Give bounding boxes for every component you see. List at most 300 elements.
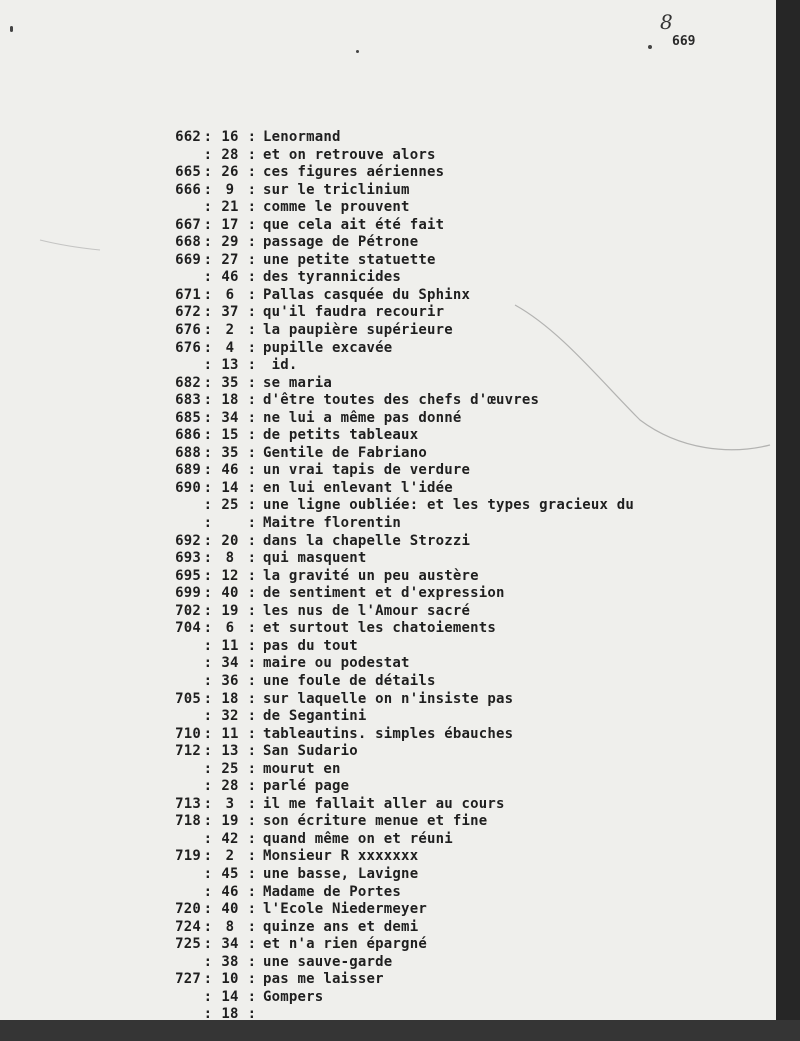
entry-text: Gompers [263,988,324,1005]
list-item [165,936,634,954]
list-item [165,848,634,866]
entry-page: 718 [175,813,201,830]
separator: : [247,602,257,619]
separator: : [247,936,257,953]
list-item [165,691,634,709]
entry-line: 18 [221,392,239,409]
list-item [165,620,634,638]
separator: : [203,637,213,654]
entry-text: des tyrannicides [263,269,402,286]
entry-page: 685 [175,409,201,426]
entry-text: ces figures aériennes [263,164,445,181]
separator: : [247,462,257,479]
separator: : [247,322,257,339]
separator: : [203,865,213,882]
list-item [165,287,634,305]
entry-page [165,708,201,726]
entry-text: une basse, Lavigne [263,865,419,882]
entry-page: 702 [175,602,201,619]
entry-line: 27 [221,251,239,268]
entry-text: Maitre florentin [263,515,402,532]
list-item [165,340,634,358]
separator: : [203,269,213,286]
list-item [165,357,634,375]
list-item [165,708,634,726]
entry-page: 705 [175,690,201,707]
separator: : [247,129,257,145]
entry-page: 669 [175,251,201,268]
entry-page [165,778,201,796]
entry-line: 18 [221,1006,239,1020]
separator: : [203,164,213,181]
entry-page [165,497,201,515]
list-item [165,813,634,831]
entry-page: 704 [175,620,201,637]
entry-line: 19 [221,602,239,619]
entry-page: 710 [175,725,201,742]
separator: : [247,251,257,268]
separator: : [203,444,213,461]
entry-text: mourut en [263,760,341,777]
entry-line: 13 [221,743,239,760]
separator: : [247,795,257,812]
separator: : [247,550,257,567]
entry-page [165,655,201,673]
separator: : [247,374,257,391]
entry-text: la paupière supérieure [263,322,453,339]
separator: : [247,971,257,988]
separator: : [203,550,213,567]
entry-text: passage de Pétrone [263,234,419,251]
entry-line: 42 [221,830,239,847]
separator: : [247,813,257,830]
entry-page: 665 [175,164,201,181]
separator: : [247,304,257,321]
separator: : [203,304,213,321]
separator: : [247,637,257,654]
list-item [165,796,634,814]
entry-line: 46 [221,462,239,479]
separator: : [203,322,213,339]
list-item [165,445,634,463]
entry-line: 38 [221,953,239,970]
entry-page: 727 [175,971,201,988]
separator: : [203,146,213,163]
separator: : [203,883,213,900]
list-item [165,497,634,515]
entry-line: 25 [221,760,239,777]
entry-line: 32 [221,708,239,725]
scan-border-bottom [0,1020,800,1041]
separator: : [247,743,257,760]
separator: : [203,708,213,725]
separator: : [247,883,257,900]
entry-page: 682 [175,374,201,391]
entry-line: 40 [221,585,239,602]
separator: : [203,1006,213,1020]
list-item [165,866,634,884]
entry-text: pas du tout [263,637,358,654]
separator: : [203,216,213,233]
entry-page: 725 [175,936,201,953]
entry-line: 29 [221,234,239,251]
entry-page [165,147,201,165]
list-item [165,761,634,779]
separator: : [203,953,213,970]
entry-text: sur laquelle on n'insiste pas [263,690,514,707]
list-item [165,638,634,656]
separator: : [247,988,257,1005]
separator: : [247,479,257,496]
list-item [165,129,634,147]
separator: : [247,585,257,602]
entry-page: 683 [175,392,201,409]
separator: : [247,234,257,251]
entry-line: 34 [221,409,239,426]
separator: : [203,655,213,672]
entry-line: 45 [221,865,239,882]
separator: : [203,795,213,812]
scan-border-right [776,0,800,1041]
entry-line: 12 [221,567,239,584]
entry-line: 8 [225,550,235,567]
entry-line: 46 [221,269,239,286]
entry-text: pas me laisser [263,971,384,988]
separator: : [203,392,213,409]
separator: : [203,620,213,637]
entry-text: id. [263,357,298,374]
list-item [165,515,634,533]
separator: : [203,251,213,268]
entry-text: parlé page [263,778,350,795]
separator: : [203,567,213,584]
separator: : [247,848,257,865]
separator: : [247,216,257,233]
entry-line: 2 [225,848,235,865]
list-item [165,304,634,322]
entry-page [165,199,201,217]
separator: : [247,497,257,514]
separator: : [203,602,213,619]
list-item [165,743,634,761]
page-number: 669 [672,34,696,49]
entry-page: 690 [175,479,201,496]
separator: : [247,708,257,725]
separator: : [203,901,213,918]
separator: : [203,760,213,777]
separator: : [203,830,213,847]
entry-page: 719 [175,848,201,865]
entry-text: et on retrouve alors [263,146,436,163]
list-item [165,252,634,270]
entry-page: 689 [175,462,201,479]
entry-page [165,357,201,375]
entry-line: 11 [221,637,239,654]
separator: : [203,374,213,391]
separator: : [203,743,213,760]
entry-line: 34 [221,936,239,953]
entry-line: 3 [225,795,235,812]
list-item [165,884,634,902]
separator: : [203,515,213,532]
list-item [165,673,634,691]
entry-text: son écriture menue et fine [263,813,488,830]
entry-text: San Sudario [263,743,358,760]
separator: : [203,357,213,374]
separator: : [203,129,213,145]
list-item [165,427,634,445]
entry-text: et surtout les chatoiements [263,620,496,637]
entry-page: 688 [175,444,201,461]
entry-page [165,515,201,533]
separator: : [247,901,257,918]
separator: : [247,532,257,549]
list-item [165,585,634,603]
list-item [165,269,634,287]
entry-page [165,1006,201,1020]
entry-text: une petite statuette [263,251,436,268]
entry-line: 13 [221,357,239,374]
entry-line: 21 [221,199,239,216]
ink-dot [648,45,652,49]
entry-text: un vrai tapis de verdure [263,462,471,479]
separator: : [247,409,257,426]
separator: : [203,778,213,795]
entry-page: 668 [175,234,201,251]
separator: : [203,427,213,444]
entry-line: 6 [225,286,235,303]
entry-line: 2 [225,322,235,339]
separator: : [247,1006,257,1020]
entry-line: 40 [221,901,239,918]
list-item [165,480,634,498]
entry-page: 693 [175,550,201,567]
entry-line: 4 [225,339,235,356]
separator: : [203,813,213,830]
separator: : [247,339,257,356]
entry-page: 692 [175,532,201,549]
separator: : [247,672,257,689]
entry-page [165,866,201,884]
list-item [165,392,634,410]
list-item [165,164,634,182]
entry-text: ne lui a même pas donné [263,409,462,426]
list-item [165,182,634,200]
entry-line: 14 [221,988,239,1005]
list-item [165,831,634,849]
separator: : [203,690,213,707]
entry-line: 15 [221,427,239,444]
list-item [165,778,634,796]
separator: : [203,725,213,742]
list-item [165,1006,634,1020]
entry-text: se maria [263,374,333,391]
list-item [165,655,634,673]
entry-text: Monsieur R xxxxxxx [263,848,419,865]
entry-page [165,989,201,1007]
entry-page: 667 [175,216,201,233]
entry-page: 713 [175,795,201,812]
separator: : [247,865,257,882]
entry-page [165,884,201,902]
entry-text: de petits tableaux [263,427,419,444]
entry-page: 666 [175,181,201,198]
separator: : [247,269,257,286]
list-item [165,199,634,217]
entry-text: une sauve-garde [263,953,393,970]
entry-text: dans la chapelle Strozzi [263,532,471,549]
entry-text: en lui enlevant l'idée [263,479,453,496]
separator: : [247,164,257,181]
entry-text: de Segantini [263,708,367,725]
entry-page [165,954,201,972]
entry-line: 34 [221,655,239,672]
entry-line: 19 [221,813,239,830]
entry-line [215,515,245,533]
entry-line: 14 [221,479,239,496]
list-item [165,217,634,235]
separator: : [203,988,213,1005]
entry-line: 20 [221,532,239,549]
separator: : [247,199,257,216]
list-item [165,462,634,480]
entry-page [165,761,201,779]
separator: : [203,918,213,935]
entry-text: une ligne oubliée: et les types gracieux du [263,497,635,514]
entry-line: 16 [221,129,239,145]
entry-text [259,1006,263,1020]
list-item [165,234,634,252]
ink-dot [10,26,13,32]
separator: : [203,479,213,496]
list-item [165,375,634,393]
separator: : [247,146,257,163]
list-item [165,971,634,989]
entry-page: 712 [175,743,201,760]
entry-line: 11 [221,725,239,742]
entry-page: 662 [175,129,201,145]
separator: : [203,339,213,356]
entry-line: 17 [221,216,239,233]
separator: : [247,357,257,374]
separator: : [247,181,257,198]
entry-page: 676 [175,322,201,339]
entry-page: 699 [175,585,201,602]
entry-line: 25 [221,497,239,514]
folio-mark: 8 [660,10,673,34]
entry-line: 36 [221,672,239,689]
ink-dot [356,50,359,53]
entry-page: 720 [175,901,201,918]
entry-text: la gravité un peu austère [263,567,479,584]
entry-line: 9 [225,181,235,198]
list-item [165,901,634,919]
separator: : [247,655,257,672]
entry-line: 35 [221,374,239,391]
separator: : [203,286,213,303]
list-item [165,147,634,165]
separator: : [203,848,213,865]
entry-text: qu'il faudra recourir [263,304,445,321]
separator: : [203,409,213,426]
entry-line: 8 [225,918,235,935]
entry-text: Lenormand [263,129,341,145]
correction-list [165,129,634,1020]
list-item [165,568,634,586]
entry-line: 6 [225,620,235,637]
entry-text: que cela ait été fait [263,216,445,233]
separator: : [203,199,213,216]
list-item [165,954,634,972]
separator: : [247,427,257,444]
list-item [165,726,634,744]
separator: : [247,444,257,461]
separator: : [247,690,257,707]
separator: : [247,515,257,532]
entry-line: 18 [221,690,239,707]
entry-text: l'Ecole Niedermeyer [263,901,427,918]
list-item [165,603,634,621]
list-item [165,919,634,937]
entry-line: 28 [221,146,239,163]
separator: : [203,532,213,549]
list-item [165,410,634,428]
separator: : [247,725,257,742]
separator: : [203,585,213,602]
entry-line: 37 [221,304,239,321]
entry-text: Gentile de Fabriano [263,444,427,461]
entry-page [165,673,201,691]
entry-text: quand même on et réuni [263,830,453,847]
separator: : [203,181,213,198]
entry-text: une foule de détails [263,672,436,689]
entry-line: 10 [221,971,239,988]
entry-text: de sentiment et d'expression [263,585,505,602]
entry-text: sur le triclinium [263,181,410,198]
entry-line: 46 [221,883,239,900]
separator: : [203,462,213,479]
list-item [165,550,634,568]
separator: : [203,971,213,988]
entry-page: 672 [175,304,201,321]
separator: : [247,953,257,970]
list-item [165,533,634,551]
separator: : [247,830,257,847]
separator: : [203,234,213,251]
entry-page [165,831,201,849]
entry-text: il me fallait aller au cours [263,795,505,812]
entry-page: 676 [175,339,201,356]
entry-line: 35 [221,444,239,461]
separator: : [203,672,213,689]
separator: : [247,392,257,409]
entry-text: les nus de l'Amour sacré [263,602,471,619]
entry-page [165,638,201,656]
list-item [165,322,634,340]
separator: : [247,778,257,795]
entry-text: tableautins. simples ébauches [263,725,514,742]
separator: : [203,497,213,514]
entry-text: Madame de Portes [263,883,402,900]
list-item [165,989,634,1007]
entry-page: 671 [175,286,201,303]
entry-text: quinze ans et demi [263,918,419,935]
separator: : [247,286,257,303]
entry-page [165,269,201,287]
entry-text: et n'a rien épargné [263,936,427,953]
entry-page: 724 [175,918,201,935]
separator: : [247,760,257,777]
